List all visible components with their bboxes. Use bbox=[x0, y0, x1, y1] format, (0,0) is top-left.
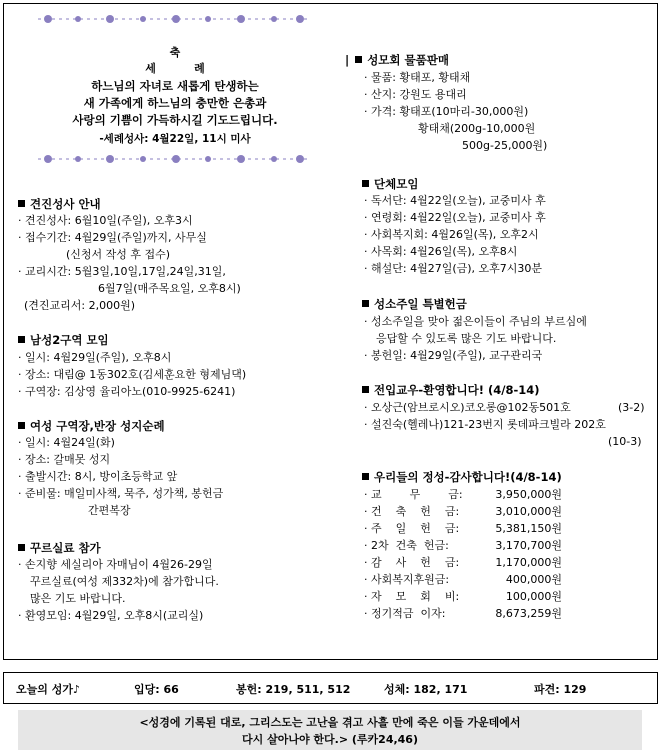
men-district-line: · 장소: 대림@ 1동302호(김세훈요한 형제님댁) bbox=[18, 368, 247, 381]
new-members-title: 전입교우-환영합니다! (4/8-14) bbox=[362, 382, 540, 398]
offering-label: · 감 사 헌 금: bbox=[364, 556, 460, 569]
group-meeting-line: · 독서단: 4월22일(오늘), 교중미사 후 bbox=[364, 194, 546, 207]
bullet-icon bbox=[18, 544, 25, 551]
group-meeting-line: · 사목회: 4월26일(목), 오후8시 bbox=[364, 245, 518, 258]
offering-row bbox=[364, 520, 562, 536]
confirmation-line: 6월7일(매주목요일, 오후8시) bbox=[98, 282, 241, 295]
offering-row bbox=[364, 605, 562, 621]
hymn-entrance: 입당: 66 bbox=[134, 683, 179, 696]
new-member-line: · 오상근(암브로시오)코오롱@102동501호 bbox=[364, 401, 571, 414]
confirmation-line: · 교리시간: 5월3일,10일,17일,24일,31일, bbox=[18, 265, 226, 278]
offering-label: · 2차 건축 헌금: bbox=[364, 539, 449, 552]
offering-row bbox=[364, 554, 562, 570]
mothers-sale-line: · 가격: 황태포(10마리-30,000원) bbox=[364, 105, 529, 118]
group-meeting-line: · 해설단: 4월27일(금), 오후7시30분 bbox=[364, 262, 543, 275]
offering-value: 3,170,700원 bbox=[495, 539, 562, 552]
bullet-icon bbox=[355, 56, 362, 63]
scripture-line-2: 다시 살아나야 한다.> (루카24,46) bbox=[242, 733, 418, 746]
bullet-icon bbox=[18, 422, 25, 429]
confirmation-line: (신청서 작성 후 접수) bbox=[66, 248, 171, 261]
group-meeting-line: · 연령회: 4월22일(오늘), 교중미사 후 bbox=[364, 211, 546, 224]
vocation-offering-line: · 봉헌일: 4월29일(주일), 교구관리국 bbox=[364, 349, 543, 362]
mothers-sale-line: · 산지: 강원도 용대리 bbox=[364, 88, 467, 101]
bullet-icon bbox=[18, 200, 25, 207]
cursillo-title: 꾸르실료 참가 bbox=[18, 540, 101, 556]
men-district-title: 남성2구역 모임 bbox=[18, 332, 109, 348]
hymn-communion: 성체: 182, 171 bbox=[384, 683, 468, 696]
mothers-sale-line: 황태채(200g-10,000원 bbox=[418, 122, 536, 135]
header-text-2: 새 가족에게 하느님의 충만한 은총과 bbox=[83, 96, 267, 110]
floral-ornament-top bbox=[38, 12, 308, 26]
offering-row bbox=[364, 486, 562, 502]
offering-row bbox=[364, 588, 562, 604]
women-pilgrimage-line: · 일시: 4월24일(화) bbox=[18, 436, 115, 449]
hymn-recessional: 파견: 129 bbox=[534, 683, 587, 696]
vocation-offering-title: 성소주일 특별헌금 bbox=[362, 296, 467, 312]
new-member-line: · 설진숙(헬레나)121-23번지 롯데파크빌라 202호 bbox=[364, 418, 606, 431]
mothers-sale-title: | 성모회 물품판매 bbox=[345, 53, 449, 67]
offering-value: 100,000원 bbox=[505, 590, 562, 603]
vocation-offering-line: · 성소주일을 맞아 젊은이들이 주님의 부르심에 bbox=[364, 315, 587, 328]
men-district-line: · 구역장: 김상영 율리아노(010-9925-6241) bbox=[18, 385, 236, 398]
header-text-3: 사랑의 기쁨이 가득하시길 기도드립니다. bbox=[72, 113, 278, 127]
offering-value: 5,381,150원 bbox=[495, 522, 562, 535]
congrats-heading: 축 bbox=[169, 46, 181, 59]
mothers-sale-line: 500g-25,000원) bbox=[462, 139, 548, 152]
offering-row bbox=[364, 503, 562, 519]
offering-value: 400,000원 bbox=[505, 573, 562, 586]
hymn-bar bbox=[3, 672, 658, 704]
new-member-district: (3-2) bbox=[618, 401, 645, 414]
offering-label: · 정기적금 이자: bbox=[364, 607, 446, 620]
confirmation-line: (견진교리서: 2,000원) bbox=[24, 299, 136, 312]
offering-value: 3,950,000원 bbox=[495, 488, 562, 501]
scripture-line-1: <성경에 기록된 대로, 그리스도는 고난을 겪고 사흘 만에 죽은 이들 가운데에서 bbox=[139, 716, 521, 729]
offering-value: 1,170,000원 bbox=[495, 556, 562, 569]
women-pilgrimage-line: 간편복장 bbox=[88, 504, 131, 517]
scripture-quote bbox=[18, 710, 642, 750]
cursillo-line: 꾸르실료(여성 제332차)에 참가합니다. bbox=[30, 575, 219, 588]
women-pilgrimage-line: · 장소: 갈매못 성지 bbox=[18, 453, 111, 466]
vocation-offering-line: 응답할 수 있도록 많은 기도 바랍니다. bbox=[376, 332, 557, 345]
new-member-district: (10-3) bbox=[608, 435, 642, 448]
floral-ornament-bottom bbox=[38, 152, 308, 166]
bullet-icon bbox=[362, 300, 369, 307]
cursillo-line: · 환영모임: 4월29일, 오후8시(교리실) bbox=[18, 609, 204, 622]
hymn-label: 오늘의 성가♪ bbox=[16, 683, 80, 696]
confirmation-line: · 접수기간: 4월29일(주일)까지, 사무실 bbox=[18, 231, 207, 244]
offering-label: · 건 축 헌 금: bbox=[364, 505, 460, 518]
women-pilgrimage-line: · 준비물: 매일미사책, 묵주, 성가책, 봉헌금 bbox=[18, 487, 224, 500]
offering-value: 3,010,000원 bbox=[495, 505, 562, 518]
offering-row bbox=[364, 537, 562, 553]
offering-label: · 자 모 회 비: bbox=[364, 590, 460, 603]
cursillo-line: 많은 기도 바랍니다. bbox=[30, 592, 126, 605]
confirmation-title: 견진성사 안내 bbox=[18, 196, 101, 212]
bullet-icon bbox=[18, 336, 25, 343]
offering-row bbox=[364, 571, 562, 587]
offering-label: · 교 무 금: bbox=[364, 488, 463, 501]
men-district-line: · 일시: 4월29일(주일), 오후8시 bbox=[18, 351, 172, 364]
bullet-icon bbox=[362, 180, 369, 187]
bullet-icon bbox=[362, 473, 369, 480]
bullet-icon bbox=[362, 386, 369, 393]
offering-thanks-title: 우리들의 정성-감사합니다!(4/8-14) bbox=[362, 469, 562, 485]
offering-label: · 주 일 헌 금: bbox=[364, 522, 460, 535]
header-text-1: 하느님의 자녀로 새롭게 탄생하는 bbox=[91, 79, 259, 93]
confirmation-line: · 견진성사: 6월10일(주일), 오후3시 bbox=[18, 214, 193, 227]
mothers-sale-line: · 물품: 황태포, 황태채 bbox=[364, 71, 471, 84]
baptism-mass-time: -세례성사: 4월22일, 11시 미사 bbox=[99, 133, 251, 145]
women-pilgrimage-line: · 출발시간: 8시, 방이초등학교 앞 bbox=[18, 470, 178, 483]
hymn-offertory: 봉헌: 219, 511, 512 bbox=[236, 683, 351, 696]
offering-value: 8,673,259원 bbox=[495, 607, 562, 620]
group-meeting-line: · 사회복지회: 4월26일(목), 오후2시 bbox=[364, 228, 539, 241]
group-meetings-title: 단체모임 bbox=[362, 176, 418, 192]
offering-label: · 사회복지후원금: bbox=[364, 573, 450, 586]
cursillo-line: · 손지향 세실리아 자매님이 4월26-29일 bbox=[18, 558, 213, 571]
baptism-heading: 세 례 bbox=[145, 62, 205, 75]
women-pilgrimage-title: 여성 구역장,반장 성지순례 bbox=[18, 418, 165, 434]
